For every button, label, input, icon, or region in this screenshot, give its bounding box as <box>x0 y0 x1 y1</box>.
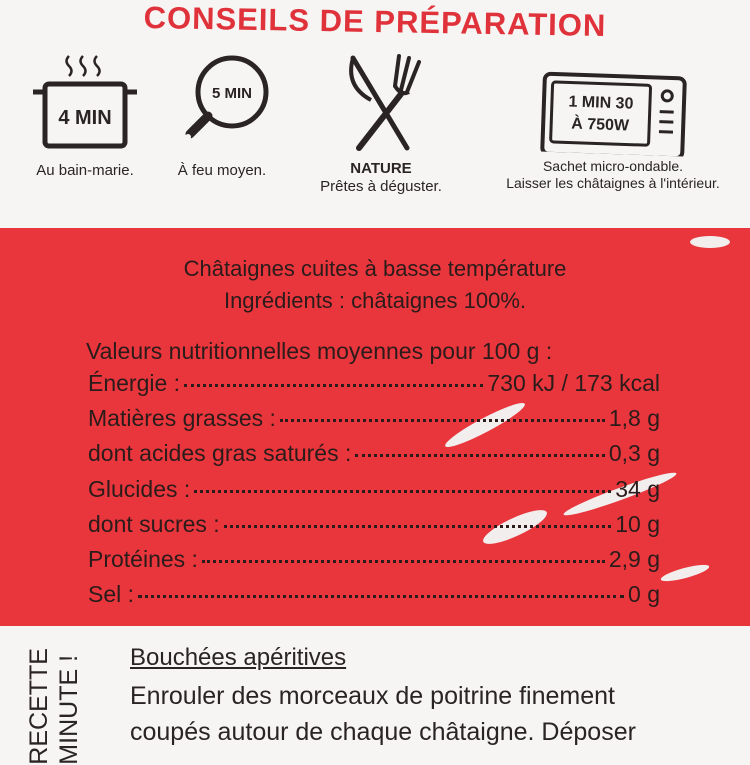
recipe-line: coupés autour de chaque châtaigne. Déposer <box>130 718 636 747</box>
pan-icon <box>172 50 272 150</box>
nutrition-value: 10 g <box>615 511 660 538</box>
nutrition-value: 730 kJ / 173 kcal <box>487 370 660 397</box>
microwave-icon <box>536 47 690 156</box>
nutrition-value: 34 g <box>615 476 660 503</box>
nutrition-row <box>88 440 660 470</box>
print-wear-mark <box>690 236 730 248</box>
print-wear-mark <box>660 562 711 585</box>
nutrition-label: Glucides : <box>88 476 190 503</box>
poele-caption: À feu moyen. <box>160 162 284 180</box>
step-nature <box>296 50 466 196</box>
nutrition-row <box>88 511 660 541</box>
recipe-title: Bouchées apéritives <box>130 644 346 672</box>
step-micro-ondes <box>478 50 748 192</box>
recipe-vertical-line-1: RECETTE <box>25 648 53 765</box>
bain-marie-time: 4 MIN <box>58 107 111 129</box>
nutrition-value: 0 g <box>628 581 660 608</box>
nutrition-row <box>88 581 660 611</box>
micro-ondes-power: À 750W <box>571 114 630 135</box>
nutrition-panel <box>0 228 750 626</box>
micro-ondes-time: 1 MIN 30 <box>568 93 634 112</box>
pot-icon <box>29 50 141 150</box>
nutrition-row <box>88 405 660 435</box>
nutrition-label: Matières grasses : <box>88 405 276 432</box>
recipe-line: Enrouler des morceaux de poitrine finement <box>130 682 615 711</box>
bain-marie-caption: Au bain-marie. <box>10 162 160 180</box>
micro-ondes-caption-2: Laisser les châtaignes à l'intérieur. <box>478 175 748 192</box>
fork-knife-icon <box>331 50 431 154</box>
nutrition-label: Sel : <box>88 581 134 608</box>
nutrition-value: 2,9 g <box>609 546 660 573</box>
recipe-section <box>0 626 750 750</box>
micro-ondes-caption-1: Sachet micro-ondable. <box>478 158 748 175</box>
recipe-vertical-label <box>24 648 84 765</box>
preparation-section <box>0 50 750 210</box>
poele-time: 5 MIN <box>212 85 252 102</box>
nutrition-value: 0,3 g <box>609 440 660 467</box>
nutrition-row <box>88 370 660 400</box>
nutrition-row <box>88 546 660 576</box>
nutrition-label: dont acides gras saturés : <box>88 440 351 467</box>
nature-label: NATURE <box>296 160 466 178</box>
page-title: CONSEILS DE PRÉPARATION <box>0 0 750 47</box>
recipe-vertical-line-2: MINUTE ! <box>55 655 83 765</box>
nutrition-value: 1,8 g <box>609 405 660 432</box>
nutrition-label: dont sucres : <box>88 511 220 538</box>
nature-caption: Prêtes à déguster. <box>296 178 466 196</box>
step-bain-marie <box>10 50 160 180</box>
ingredients: Ingrédients : châtaignes 100%. <box>0 288 750 314</box>
nutrition-heading: Valeurs nutritionnelles moyennes pour 100 g : <box>86 338 552 365</box>
nutrition-row <box>88 476 660 506</box>
nutrition-label: Protéines : <box>88 546 198 573</box>
product-description: Châtaignes cuites à basse température <box>0 256 750 282</box>
nutrition-label: Énergie : <box>88 370 180 397</box>
step-poele <box>160 50 284 180</box>
